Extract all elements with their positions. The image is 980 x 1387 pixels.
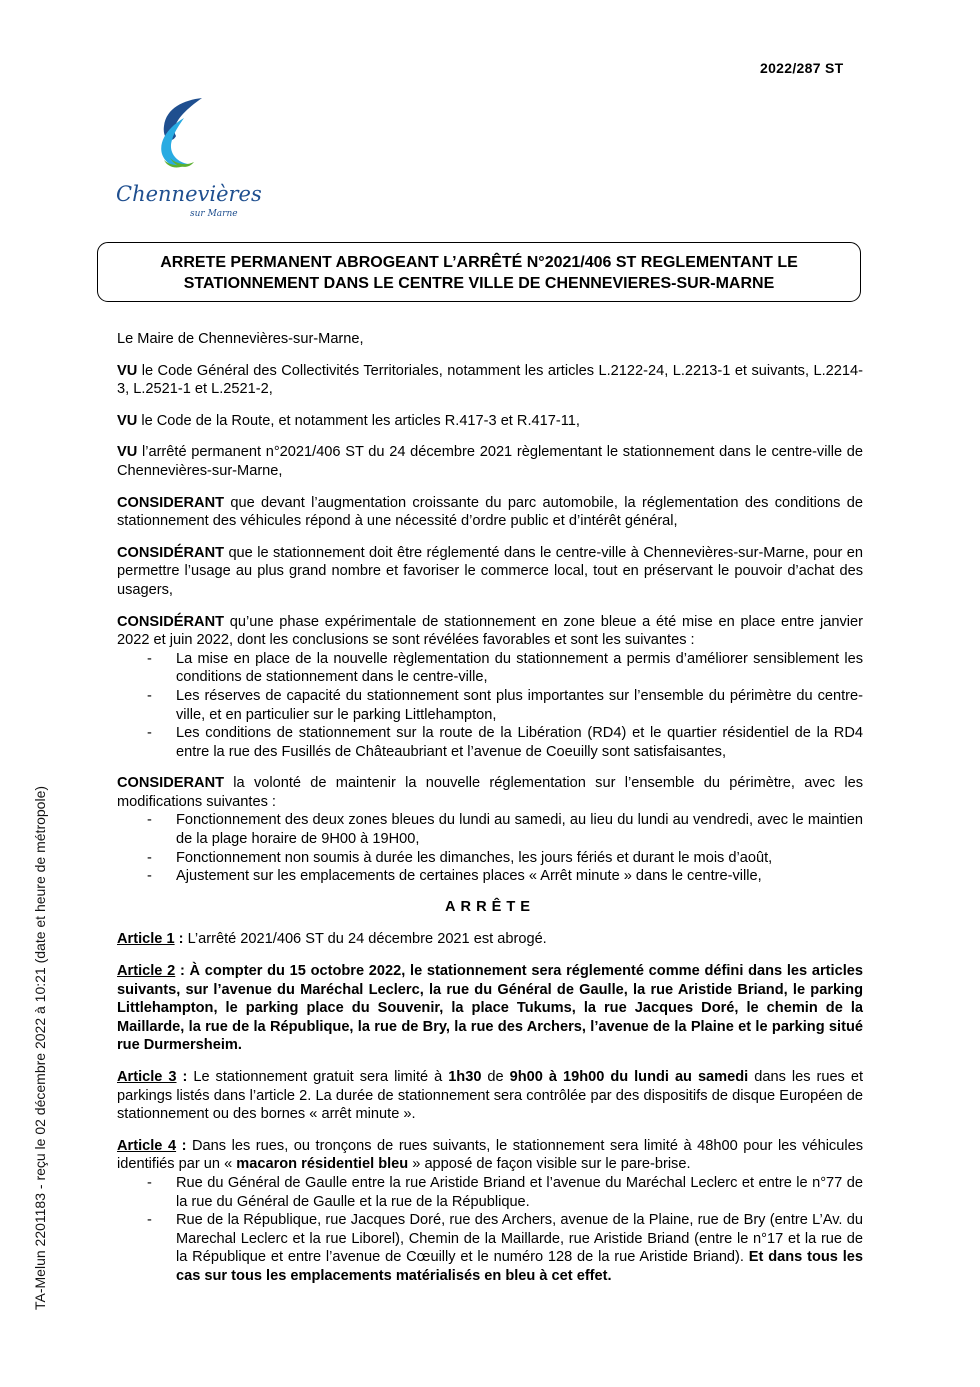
article-3: Article 3 : Le stationnement gratuit sera limité à 1h30 de 9h00 à 19h00 du lundi au samedi dans les rues et parkings listés dans l’article 2. La durée de stationnement sera contrôlée par des dispositifs de disque Européen de stationnement ou des bornes « arrêt minute ». xyxy=(117,1069,863,1123)
article-2: Article 2 : À compter du 15 octobre 2022, le stationnement sera réglementé comme défini dans les articles suivants, sur l’avenue du Maréchal Leclerc, la rue du Général de Gaulle, la rue Aristide Briand, le parking Littlehampton, le parking place du Souvenir, la place Tukums, la rue Jacques Doré, le chemin de la Maillarde, la rue de la République, la rue de Bry, la rue des Archers, l’avenue de la Plaine et le parking situé rue Durmersheim. xyxy=(117,963,863,1054)
list-item: - Rue de la République, rue Jacques Doré, rue des Archers, avenue de la Plaine, rue de Bry (entre L’Av. du Marechal Leclerc et la rue Liborel), Chemin de la Maillarde, rue Aristide Briand (entre le n°17 et la rue de la République et entre l’avenue de Cœuilly et le numéro 128 de la rue Aristide Briand). Et dans tous les cas sur tous les emplacements matérialisés en bleu à cet effet. xyxy=(117,1211,863,1285)
list-item: - Fonctionnement non soumis à durée les dimanches, les jours fériés et durant le mois d’août, xyxy=(117,849,863,868)
arrete-heading: ARRÊTE xyxy=(445,898,535,915)
vu-paragraph-2: VU le Code de la Route, et notamment les articles R.417-3 et R.417-11, xyxy=(117,412,580,429)
vu-paragraph-3: VU l’arrêté permanent n°2021/406 ST du 24 décembre 2021 règlementant le stationnement dans le centre-ville de Chennevières-sur-Marne, xyxy=(117,444,863,479)
list-item: - Ajustement sur les emplacements de certaines places « Arrêt minute » dans le centre-ville, xyxy=(117,867,863,886)
maire-line: Le Maire de Chennevières-sur-Marne, xyxy=(117,331,364,347)
document-reference: 2022/287 ST xyxy=(760,60,844,76)
vu-paragraph-1: VU le Code Général des Collectivités Territoriales, notamment les articles L.2122-24, L.2213-1 et suivants, L.2214-3, L.2521-1 et L.2521-2, xyxy=(117,362,863,398)
document-body xyxy=(117,330,863,1286)
town-logo xyxy=(112,96,262,222)
list-item: - Rue du Général de Gaulle entre la rue Aristide Briand et l’avenue du Maréchal Leclerc et entre le n°77 de la rue du Général de Gaulle et la rue de la République. xyxy=(117,1174,863,1211)
list-item: - Fonctionnement des deux zones bleues du lundi au samedi, au lieu du lundi au vendredi, avec le maintien de la plage horaire de 9H00 à 19H00, xyxy=(117,811,863,848)
list-item: - La mise en place de la nouvelle règlementation du stationnement a permis d’améliorer sensiblement les conditions de stationnement dans le centre-ville, xyxy=(117,650,863,687)
considerant-paragraph-4: CONSIDERANT la volonté de maintenir la nouvelle réglementation sur l’ensemble du périmètre, avec les modifications suivantes : xyxy=(117,775,863,810)
article-1: Article 1 : L’arrêté 2021/406 ST du 24 décembre 2021 est abrogé. xyxy=(117,931,547,948)
chennevieres-logo-icon xyxy=(154,96,206,176)
logo-town-name: Chennevières xyxy=(116,182,262,206)
considerant-3-list xyxy=(117,650,863,762)
title-line-1: ARRETE PERMANENT ABROGEANT L’ARRÊTÉ N°2021/406 ST REGLEMENTANT LE xyxy=(160,254,798,271)
considerant-paragraph-3: CONSIDÉRANT qu’une phase expérimentale de stationnement en zone bleue a été mise en place entre janvier 2022 et juin 2022, dont les conclusions se sont révélées favorables et sont les suivantes : xyxy=(117,613,863,649)
document-title xyxy=(97,242,861,302)
list-item: - Les conditions de stationnement sur la route de la Libération (RD4) et le quartier résidentiel de la RD4 entre la rue des Fusillés de Châteaubriant et l’avenue de Coeuilly sont satisfaisantes, xyxy=(117,724,863,761)
logo-town-subtitle: sur Marne xyxy=(190,209,238,219)
title-line-2: STATIONNEMENT DANS LE CENTRE VILLE DE CHENNEVIERES-SUR-MARNE xyxy=(183,275,775,292)
considerant-4-list xyxy=(117,811,863,885)
considerant-paragraph-1: CONSIDERANT que devant l’augmentation croissante du parc automobile, la réglementation des conditions de stationnement des véhicules répond à une nécessité d’ordre public et d’intérêt général, xyxy=(117,494,863,530)
article-4-list xyxy=(117,1174,863,1286)
article-4: Article 4 : Dans les rues, ou tronçons de rues suivants, le stationnement sera limité à 48h00 pour les véhicules identifiés par un « macaron résidentiel bleu » apposé de façon visible sur le pare-brise. xyxy=(117,1137,864,1173)
considerant-paragraph-2: CONSIDÉRANT que le stationnement doit être réglementé dans le centre-ville à Chennevières-sur-Marne, pour en permettre l’usage au plus grand nombre et favoriser le commerce local, tout en préservant le pouvoir d’achat des usagers, xyxy=(117,544,863,598)
side-stamp: TA-Melun 2201183 - reçu le 02 décembre 2022 à 10:21 (date et heure de métropole) xyxy=(32,785,48,1310)
list-item: - Les réserves de capacité du stationnement sont plus importantes sur l’ensemble du périmètre du centre-ville, et en particulier sur le parking Littlehampton, xyxy=(117,687,863,724)
